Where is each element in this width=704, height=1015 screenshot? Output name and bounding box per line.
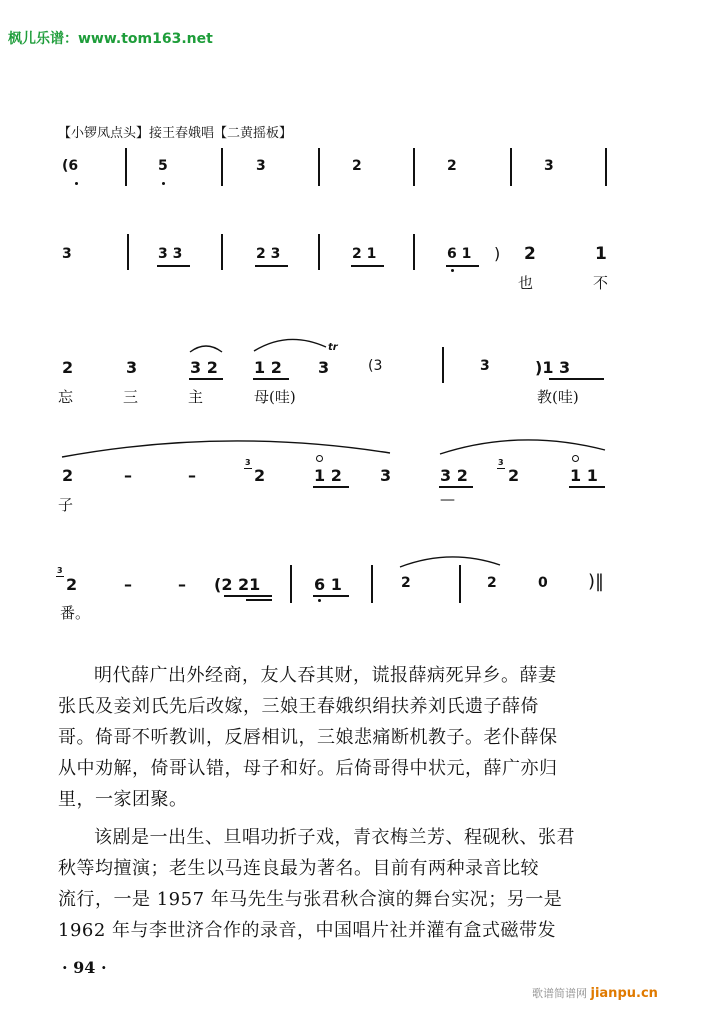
note: 0 bbox=[538, 575, 548, 591]
note: 2 bbox=[254, 466, 266, 485]
note: 2 bbox=[401, 575, 411, 591]
note: 2 bbox=[524, 244, 536, 264]
paragraph-cont bbox=[58, 691, 618, 815]
lyric: 主 bbox=[188, 388, 204, 406]
section-heading: 【小锣凤点头】接王春娥唱【二黄摇板】 bbox=[58, 126, 293, 141]
text-line: 该剧是一出生、旦唱功折子戏，青衣梅兰芳、程砚秋、张君 bbox=[94, 827, 575, 848]
grace-note: 3 bbox=[498, 458, 504, 467]
text-line: 明代薛广出外经商，友人吞其财，谎报薛病死异乡。薛妻 bbox=[94, 665, 557, 686]
page-number: · 94 · bbox=[62, 958, 107, 977]
dash: – bbox=[124, 575, 132, 594]
note: 3 2 bbox=[190, 358, 218, 377]
text-line: 秋等均擅演；老生以马连良最为著名。目前有两种录音比较 bbox=[58, 858, 539, 879]
note: 1 bbox=[595, 244, 607, 264]
note: 1 2 bbox=[254, 358, 282, 377]
text-line: 张氏及妾刘氏先后改嫁，三娘王春娥织绢扶养刘氏遗子薛倚 bbox=[58, 696, 539, 717]
note: )1 3 bbox=[535, 358, 571, 377]
note: 3 bbox=[256, 158, 266, 174]
note: 3 bbox=[380, 466, 392, 485]
note: 1 1 bbox=[570, 466, 598, 485]
phrase-arc bbox=[440, 440, 605, 454]
note: 2 3 bbox=[256, 246, 281, 262]
note: 6 1 bbox=[314, 575, 342, 594]
note: 2 bbox=[62, 358, 74, 377]
paren: ) bbox=[494, 244, 501, 263]
lyric: 三 bbox=[123, 388, 139, 406]
note: 2 bbox=[66, 575, 78, 594]
note: 3 bbox=[544, 158, 554, 174]
text-line: 里，一家团聚。 bbox=[58, 789, 188, 810]
text-line: 从中劝解，倚哥认错，母子和好。后倚哥得中状元，薛广亦归 bbox=[58, 758, 558, 779]
note: 5 bbox=[158, 158, 168, 174]
paragraph bbox=[58, 660, 618, 691]
note: 3 3 bbox=[158, 246, 183, 262]
slur bbox=[400, 557, 500, 567]
note: 2 bbox=[487, 575, 497, 591]
note: 3 bbox=[62, 246, 72, 262]
note: 3 bbox=[318, 358, 330, 377]
slur bbox=[254, 339, 326, 351]
slur bbox=[190, 346, 222, 352]
lyric: 番。 bbox=[60, 604, 91, 622]
watermark-top: 枫儿乐谱：www.tom163.net bbox=[8, 31, 213, 47]
note: 2 bbox=[352, 158, 362, 174]
note: 2 bbox=[447, 158, 457, 174]
paragraph-cont bbox=[58, 853, 618, 946]
lyric: 教(哇) bbox=[537, 388, 579, 406]
text-line: 哥。倚哥不听教训，反唇相讥，三娘悲痛断机教子。老仆薛保 bbox=[58, 727, 558, 748]
note: (3 bbox=[368, 358, 383, 374]
note: 6 1 bbox=[447, 246, 472, 262]
note: (2 21 bbox=[214, 575, 261, 594]
dash: – bbox=[178, 575, 186, 594]
paragraph bbox=[58, 822, 618, 853]
trill-ornament: tr bbox=[328, 342, 338, 353]
watermark-bottom-text: 歌谱简谱网 bbox=[532, 987, 587, 1000]
lyric: 忘 bbox=[58, 388, 74, 406]
phrase-arc bbox=[62, 441, 390, 457]
note: 2 1 bbox=[352, 246, 377, 262]
note: 1 2 bbox=[314, 466, 342, 485]
note: 3 bbox=[480, 358, 490, 374]
grace-note: 3 bbox=[57, 566, 63, 575]
end-barline: )‖ bbox=[588, 571, 605, 592]
text-line: 流行，一是 1957 年马先生与张君秋合演的舞台实况；另一是 bbox=[58, 889, 563, 910]
note: 3 2 bbox=[440, 466, 468, 485]
grace-note: 3 bbox=[245, 458, 251, 467]
dash: – bbox=[124, 466, 132, 485]
watermark-bottom-url: jianpu.cn bbox=[590, 986, 658, 1001]
note: 2 bbox=[62, 466, 74, 485]
lyric: 母(哇) bbox=[254, 388, 296, 406]
lyric: 子 bbox=[58, 496, 74, 514]
note: 2 bbox=[508, 466, 520, 485]
dash: – bbox=[188, 466, 196, 485]
note: (6 bbox=[62, 158, 79, 174]
lyric-dash: — bbox=[440, 490, 455, 508]
note: 3 bbox=[126, 358, 138, 377]
lyric: 也 bbox=[518, 274, 534, 292]
lyric: 不 bbox=[593, 274, 609, 292]
text-line: 1962 年与李世济合作的录音，中国唱片社并灌有盒式磁带发 bbox=[58, 920, 557, 941]
watermark-bottom bbox=[532, 985, 658, 1001]
